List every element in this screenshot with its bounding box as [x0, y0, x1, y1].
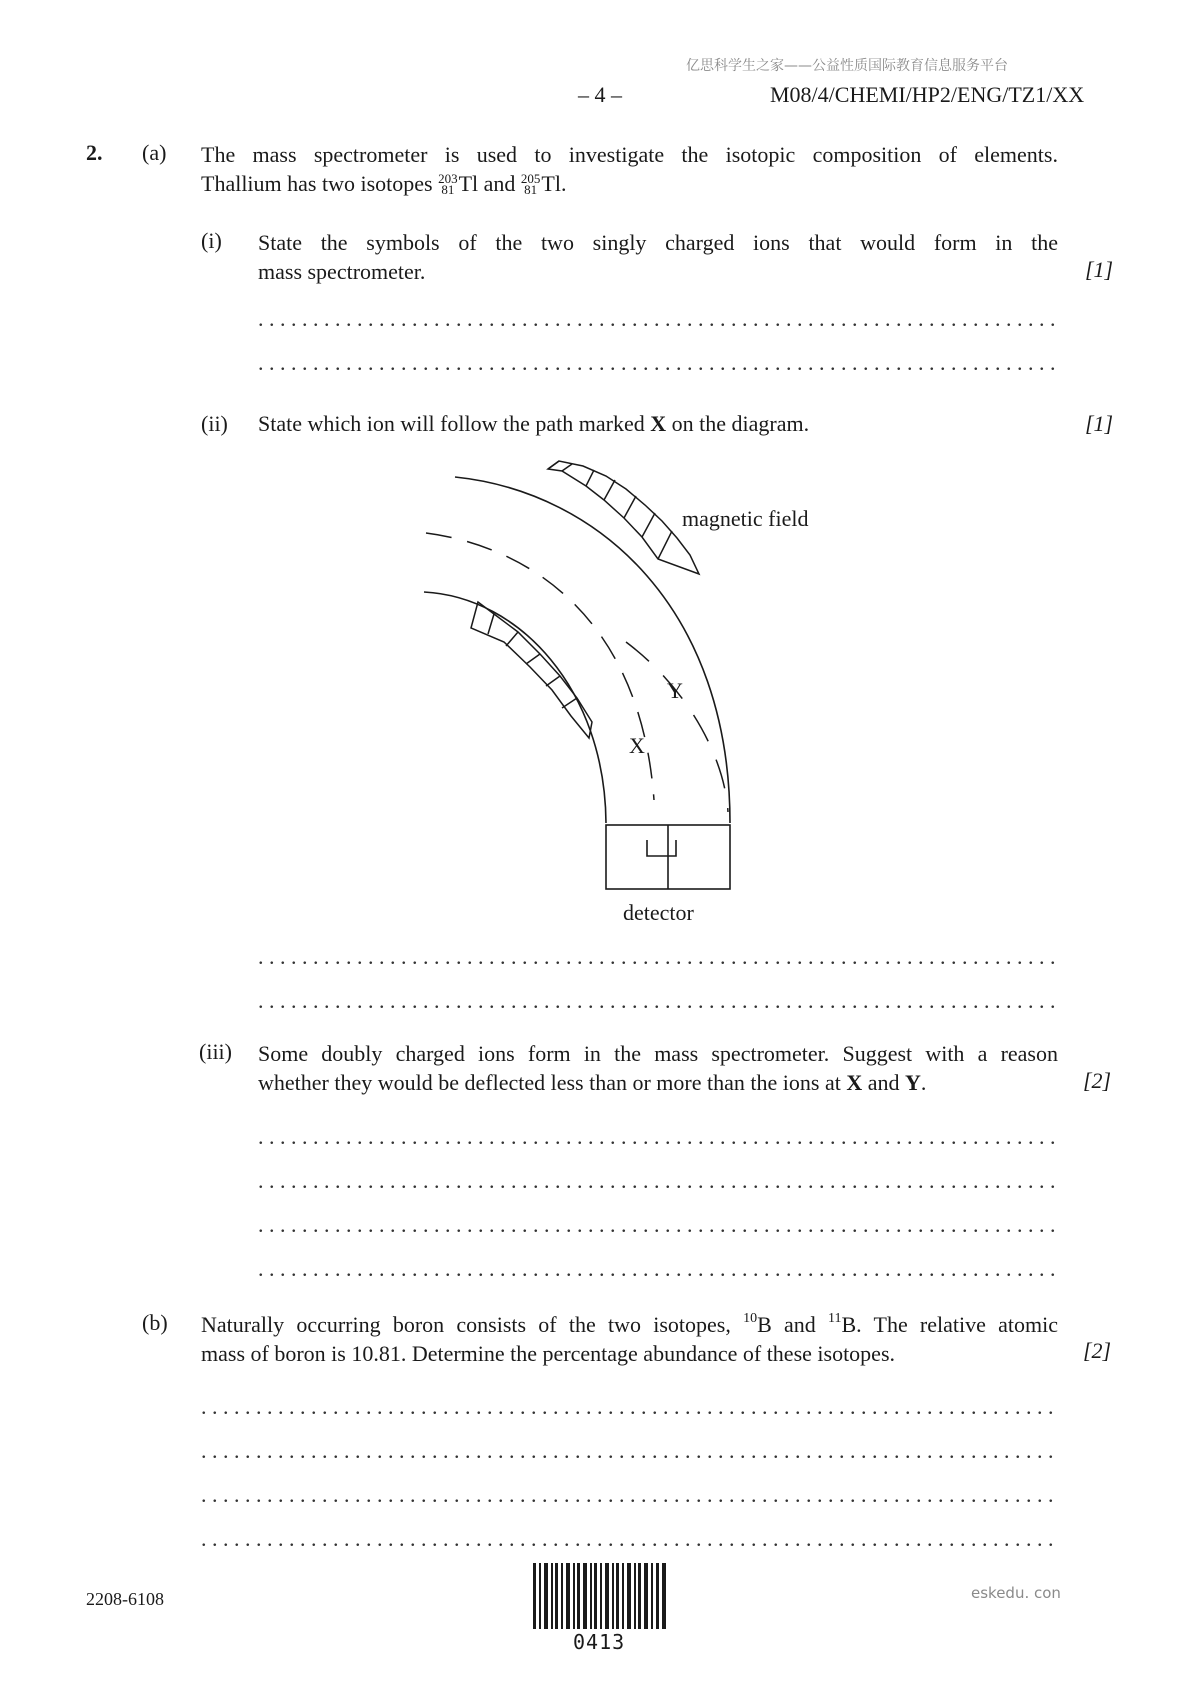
- answer-line[interactable]: [201, 1394, 1058, 1420]
- isotope-notation-203: 203 81: [438, 170, 458, 197]
- paper-code: M08/4/CHEMI/HP2/ENG/TZ1/XX: [770, 82, 1085, 107]
- footer-watermark: eskedu. con: [971, 1584, 1061, 1602]
- answer-line[interactable]: [258, 944, 1058, 970]
- path-x-label: X: [629, 733, 645, 758]
- detector-label: detector: [623, 900, 694, 925]
- part-b-label: (b): [142, 1310, 168, 1335]
- sub-i-label: (i): [201, 228, 222, 253]
- sub-iii-label: (iii): [199, 1039, 232, 1064]
- sub-iii-text: Some doubly charged ions form in the mass spectrometer. Suggest with a reason whether they would be deflected less than or more than the ions at X and Y.: [258, 1041, 1058, 1095]
- answer-line[interactable]: [258, 1168, 1058, 1194]
- part-b-marks: [2]: [1083, 1338, 1112, 1363]
- sub-ii-marks: [1]: [1085, 411, 1114, 436]
- answer-line[interactable]: [201, 1482, 1058, 1508]
- and-word: and: [483, 171, 516, 196]
- footer-code: 2208-6108: [86, 1589, 164, 1609]
- answer-line[interactable]: [258, 1212, 1058, 1238]
- sub-ii-text: State which ion will follow the path marked X on the diagram.: [258, 411, 810, 436]
- page-number: – 4 –: [578, 82, 622, 107]
- answer-line[interactable]: [201, 1438, 1058, 1464]
- path-y-label: Y: [667, 678, 683, 703]
- isotope-symbol-1: Tl: [458, 171, 479, 196]
- isotope-symbol-2: Tl.: [541, 171, 567, 196]
- answer-line[interactable]: [258, 988, 1058, 1014]
- barcode-number: 0413: [573, 1630, 626, 1654]
- watermark-text: 亿思科学生之家——公益性质国际教育信息服务平台: [686, 58, 1008, 74]
- ion-path-y: [626, 642, 728, 812]
- sub-i-marks: [1]: [1085, 257, 1114, 282]
- isotope-notation-205: 205 81: [520, 170, 541, 197]
- answer-line[interactable]: [258, 1256, 1058, 1282]
- intro-line2-prefix: Thallium has two isotopes: [201, 171, 433, 196]
- question-number: 2.: [86, 140, 103, 165]
- barcode: [533, 1563, 666, 1629]
- sub-ii-label: (ii): [201, 411, 228, 436]
- ion-path-x: [426, 533, 654, 800]
- part-a-label: (a): [142, 140, 167, 165]
- outer-magnet: [548, 461, 699, 574]
- sub-i-text: State the symbols of the two singly charged ions that would form in the mass spectrometer.: [258, 230, 1058, 284]
- answer-line[interactable]: [201, 1526, 1058, 1552]
- part-b-text: Naturally occurring boron consists of the two isotopes, $^{10}$B and $^{11}$B. The relative atomic mass of boron is 10.81. Determine the percentage abundance of these isotopes.: [201, 1310, 1058, 1366]
- magnetic-field-label: magnetic field: [682, 506, 809, 531]
- sub-iii-marks: [2]: [1083, 1068, 1112, 1093]
- part-a-intro-line1: The mass spectrometer is used to investigate the isotopic composition of elements.: [201, 142, 1058, 167]
- inner-magnet: [471, 602, 592, 738]
- answer-line[interactable]: [258, 1124, 1058, 1150]
- inner-tube-wall: [424, 592, 606, 823]
